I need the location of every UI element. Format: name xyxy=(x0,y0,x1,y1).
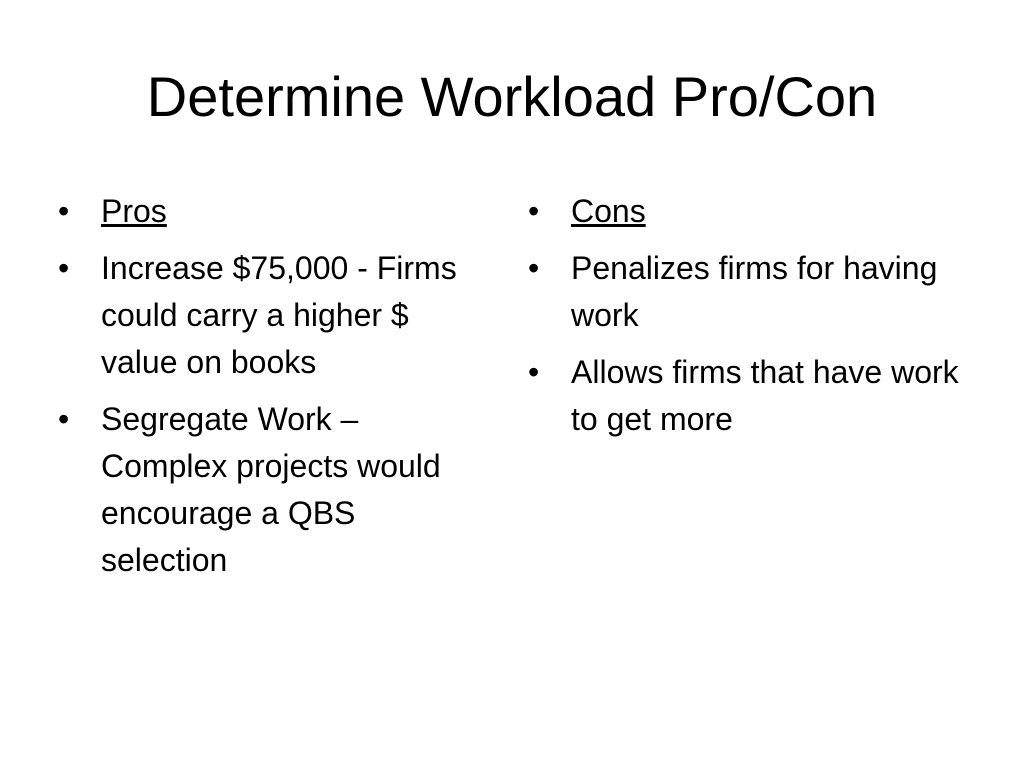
bullet-icon: • xyxy=(58,193,70,229)
pros-heading-item xyxy=(58,188,458,235)
list-item xyxy=(528,349,968,443)
cons-list xyxy=(528,188,968,453)
list-item xyxy=(58,245,458,386)
cons-heading-item xyxy=(528,188,968,235)
pros-item-text: Increase $75,000 - Firms could carry a higher $ value on books xyxy=(101,250,457,380)
bullet-icon: • xyxy=(528,250,540,286)
cons-heading: Cons xyxy=(571,193,646,229)
cons-item-text: Penalizes firms for having work xyxy=(571,250,938,333)
slide-title: Determine Workload Pro/Con xyxy=(146,65,878,128)
list-item xyxy=(58,396,458,584)
list-item xyxy=(528,245,968,339)
bullet-icon: • xyxy=(528,354,540,390)
bullet-icon: • xyxy=(58,401,70,437)
cons-item-text: Allows firms that have work to get more xyxy=(571,354,959,437)
bullet-icon: • xyxy=(58,250,70,286)
pros-heading: Pros xyxy=(101,193,167,229)
pros-item-text: Segregate Work – Complex projects would encourage a QBS selection xyxy=(101,401,441,578)
pros-list xyxy=(58,188,458,594)
bullet-icon: • xyxy=(528,193,540,229)
